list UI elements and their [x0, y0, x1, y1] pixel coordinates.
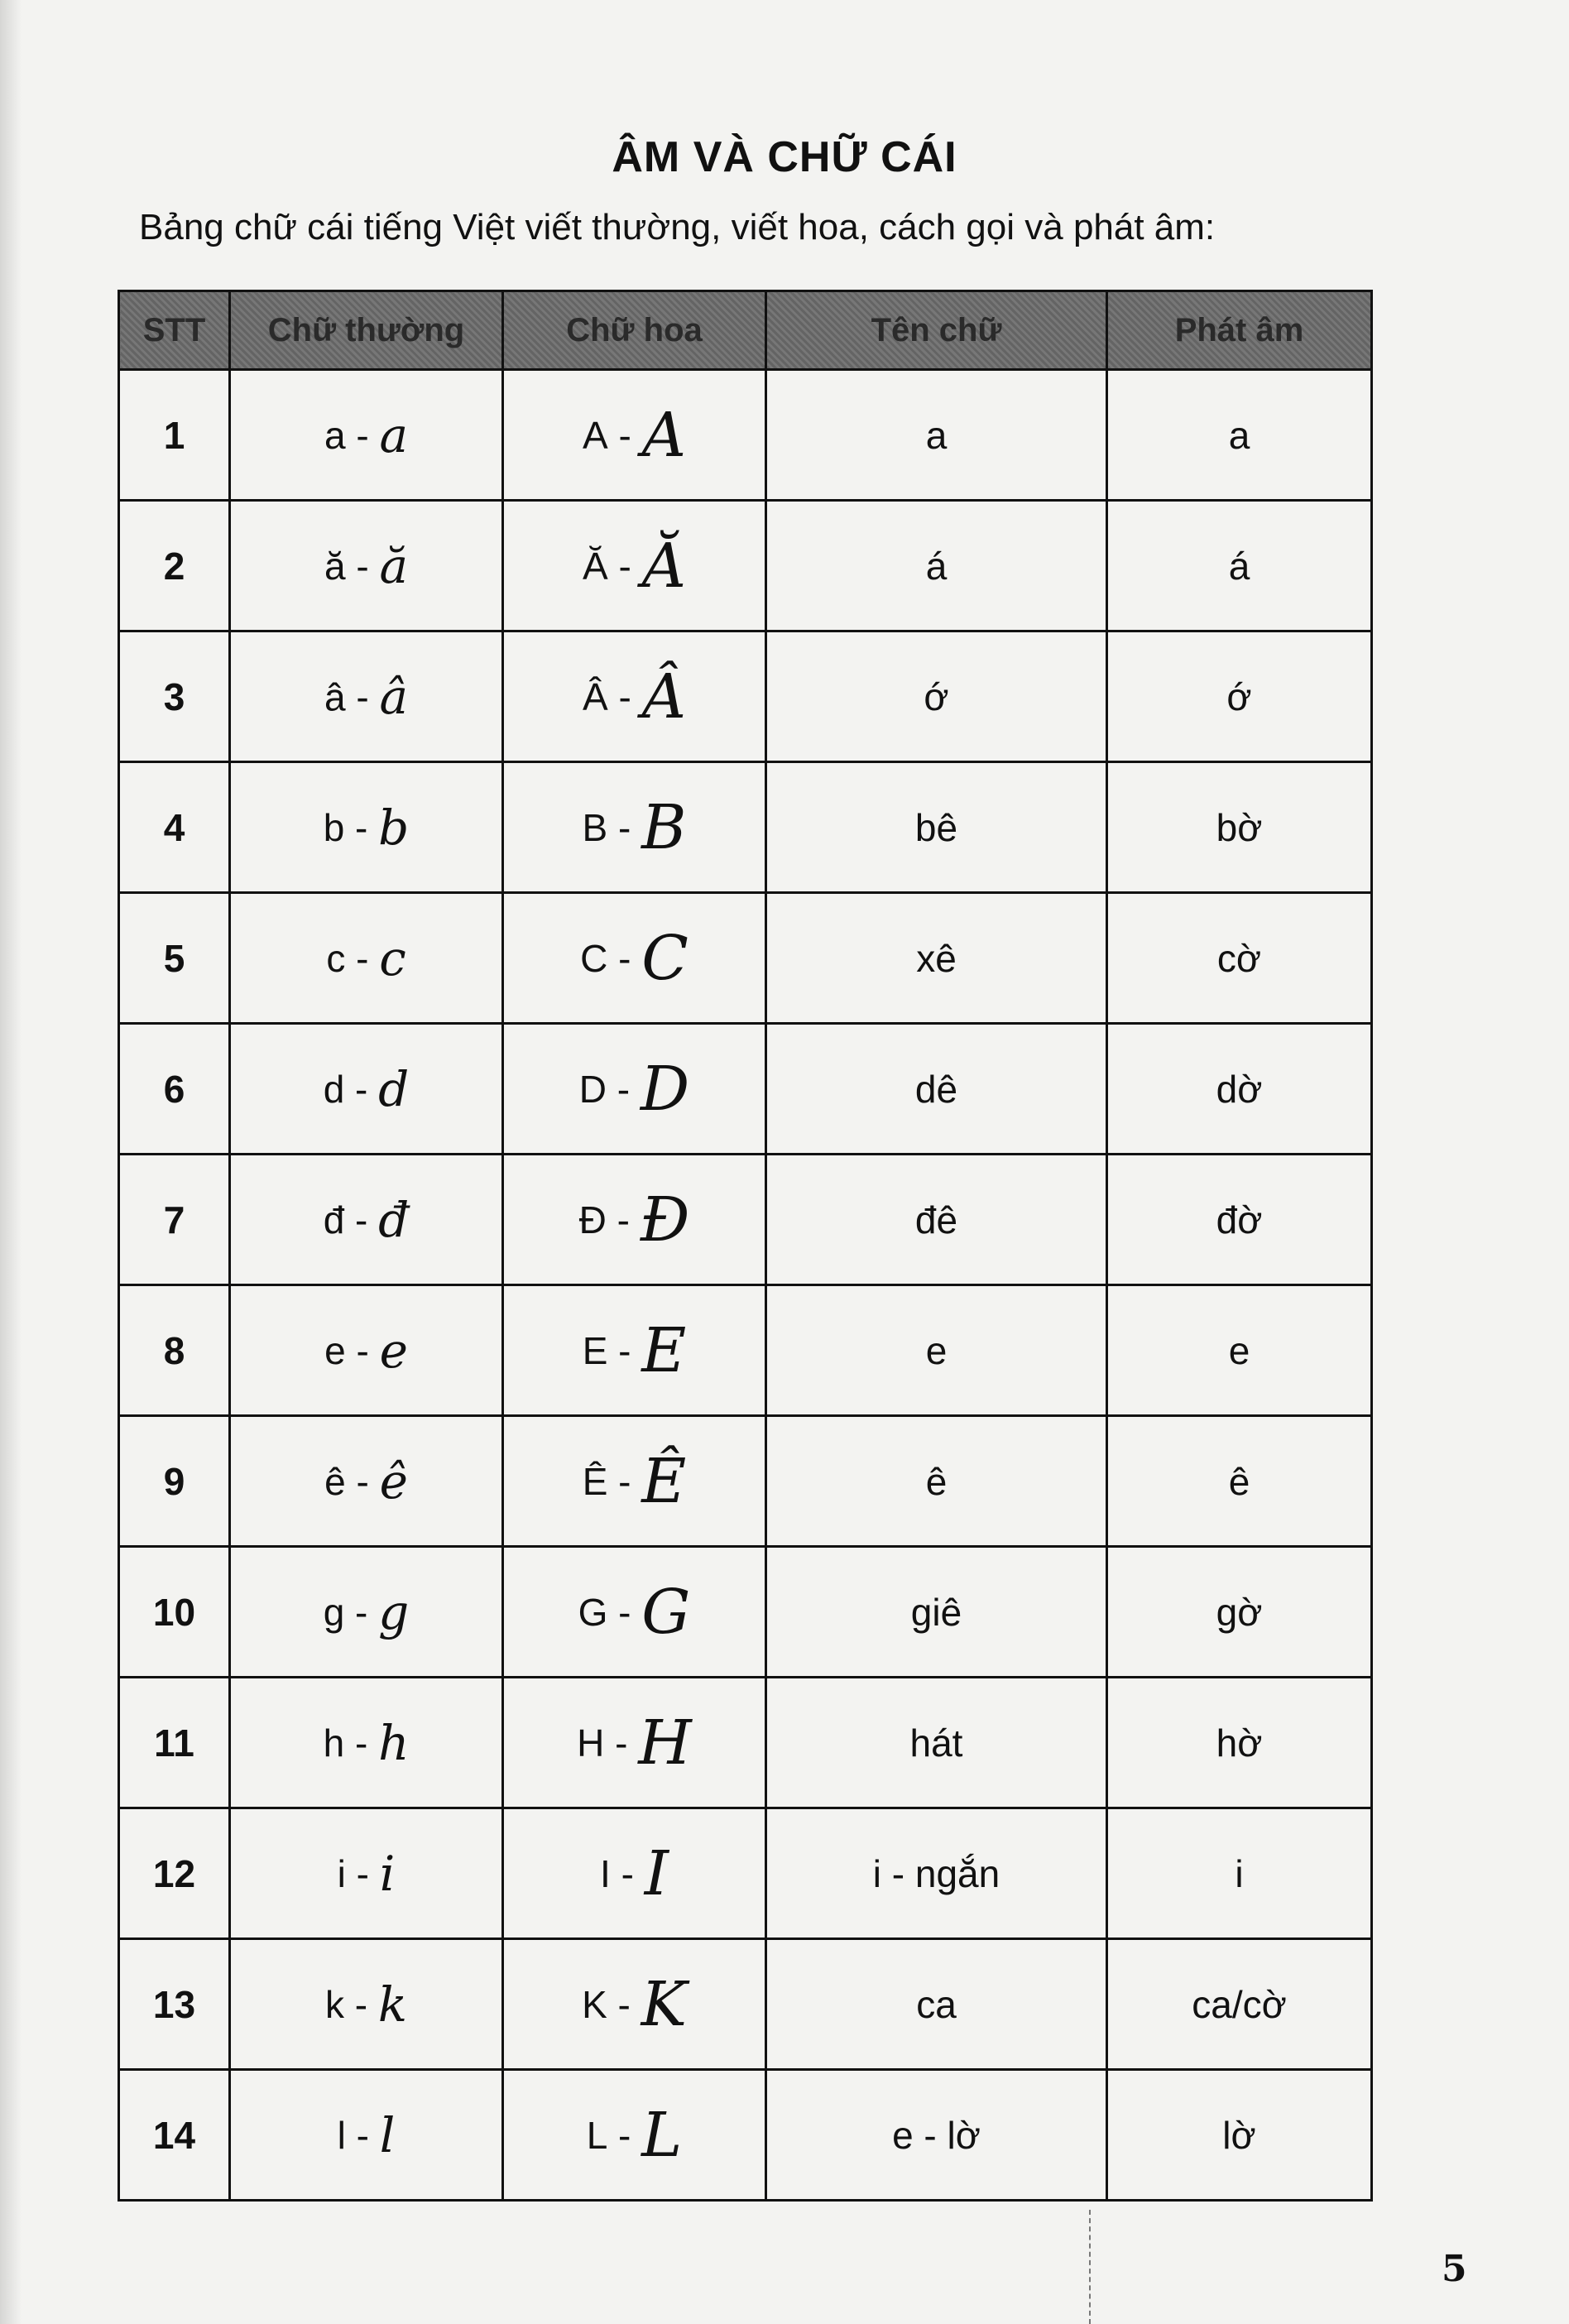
letter-separator: -	[607, 413, 642, 457]
letter-separator: -	[607, 1459, 642, 1503]
print-letter: l	[337, 2113, 346, 2157]
script-letter: H	[638, 1707, 692, 1779]
header-stt: STT	[119, 291, 230, 370]
cell-letter-name: i - ngắn	[766, 1808, 1107, 1939]
cell-lowercase-pair	[324, 1061, 410, 1117]
table-row	[119, 1285, 1372, 1416]
letter-separator: -	[607, 1590, 642, 1634]
cell-stt: 9	[119, 1416, 230, 1547]
print-letter: Đ	[578, 1198, 607, 1241]
print-letter: â	[324, 675, 346, 718]
print-letter: g	[323, 1590, 345, 1634]
table-row	[119, 501, 1372, 631]
script-letter: a	[379, 406, 409, 463]
cell-lowercase-pair	[325, 1976, 407, 2033]
cell-stt: 4	[119, 762, 230, 893]
script-letter: Â	[641, 660, 687, 732]
cell-stt: 5	[119, 893, 230, 1024]
cell-uppercase-pair	[583, 400, 686, 471]
script-letter: D	[640, 1053, 690, 1125]
table-row	[119, 1808, 1372, 1939]
print-letter: a	[324, 413, 346, 457]
print-letter: Ê	[582, 1459, 608, 1503]
cell-letter-name: hát	[766, 1678, 1107, 1808]
cell-uppercase	[503, 631, 766, 762]
cell-uppercase-pair	[587, 2100, 683, 2171]
cell-pronunciation: e	[1107, 1285, 1372, 1416]
print-letter: C	[580, 936, 608, 980]
print-letter: G	[578, 1590, 608, 1634]
script-letter: Đ	[640, 1184, 690, 1256]
letter-separator: -	[345, 1851, 380, 1895]
cell-uppercase	[503, 1024, 766, 1155]
script-letter: k	[377, 1976, 408, 2033]
cell-stt: 3	[119, 631, 230, 762]
page-subtitle: Bảng chữ cái tiếng Việt viết thường, viết hoa, cách gọi và phát âm:	[139, 207, 1216, 247]
script-letter: E	[641, 1314, 687, 1386]
alphabet-table	[118, 290, 1373, 2202]
print-letter: b	[323, 805, 345, 849]
cell-letter-name: xê	[766, 893, 1107, 1024]
print-letter: d	[323, 1067, 345, 1111]
print-letter: Ă	[582, 544, 608, 588]
cell-letter-name: giê	[766, 1547, 1107, 1678]
script-letter: ă	[379, 537, 409, 594]
cell-uppercase-pair	[583, 1446, 687, 1517]
cell-lowercase-pair	[324, 1192, 410, 1248]
print-letter: L	[586, 2113, 608, 2157]
header-lowercase: Chữ thường	[230, 291, 503, 370]
cell-pronunciation: i	[1107, 1808, 1372, 1939]
cell-pronunciation: cờ	[1107, 893, 1372, 1024]
cell-lowercase	[230, 501, 503, 631]
letter-separator: -	[345, 675, 380, 718]
script-letter: A	[641, 399, 687, 471]
print-letter: đ	[323, 1198, 345, 1241]
cell-lowercase	[230, 1547, 503, 1678]
cell-lowercase	[230, 1939, 503, 2070]
letter-separator: -	[604, 1721, 639, 1765]
letter-separator: -	[610, 1851, 645, 1895]
header-letter-name: Tên chữ	[766, 291, 1107, 370]
table-body	[119, 370, 1372, 2201]
cell-letter-name: dê	[766, 1024, 1107, 1155]
letter-separator: -	[344, 1721, 379, 1765]
cell-uppercase-pair	[583, 1315, 687, 1386]
cell-letter-name: ê	[766, 1416, 1107, 1547]
cell-lowercase	[230, 1285, 503, 1416]
script-letter: â	[379, 668, 409, 725]
letter-separator: -	[345, 1328, 380, 1372]
letter-separator: -	[607, 544, 642, 588]
script-letter: Ê	[641, 1445, 687, 1517]
letter-separator: -	[607, 1328, 642, 1372]
cell-uppercase	[503, 1678, 766, 1808]
letter-separator: -	[343, 1982, 378, 2026]
table-row	[119, 1939, 1372, 2070]
cell-stt: 11	[119, 1678, 230, 1808]
cell-uppercase	[503, 1416, 766, 1547]
table-row	[119, 762, 1372, 893]
cell-uppercase-pair	[580, 923, 689, 994]
script-letter: đ	[378, 1191, 410, 1248]
cell-stt: 12	[119, 1808, 230, 1939]
table-row	[119, 1416, 1372, 1547]
header-pronunciation: Phát âm	[1107, 291, 1372, 370]
print-letter: k	[324, 1982, 344, 2026]
cell-lowercase-pair	[338, 2107, 396, 2163]
page-edge-shadow	[0, 0, 22, 2324]
script-letter: h	[378, 1714, 410, 1771]
cell-uppercase-pair	[578, 1577, 691, 1648]
cell-uppercase-pair	[579, 1184, 690, 1256]
cell-uppercase-pair	[583, 792, 687, 863]
cell-stt: 13	[119, 1939, 230, 2070]
page-number: 5	[1442, 2248, 1467, 2290]
cell-lowercase-pair	[324, 407, 408, 463]
table-row	[119, 370, 1372, 501]
letter-separator: -	[344, 805, 379, 849]
print-letter: e	[324, 1328, 346, 1372]
print-letter: Â	[582, 675, 608, 718]
letter-separator: -	[345, 936, 380, 980]
cell-pronunciation: đờ	[1107, 1155, 1372, 1285]
cell-uppercase	[503, 1547, 766, 1678]
cell-uppercase	[503, 501, 766, 631]
letter-separator: -	[345, 544, 380, 588]
cell-stt: 14	[119, 2070, 230, 2201]
letter-separator: -	[344, 1067, 379, 1111]
print-letter: E	[582, 1328, 608, 1372]
cell-letter-name: đê	[766, 1155, 1107, 1285]
table-row	[119, 1024, 1372, 1155]
table-row	[119, 631, 1372, 762]
cell-lowercase	[230, 2070, 503, 2201]
print-letter: D	[578, 1067, 607, 1111]
cell-pronunciation: ca/cờ	[1107, 1939, 1372, 2070]
cell-letter-name: bê	[766, 762, 1107, 893]
cell-letter-name: ớ	[766, 631, 1107, 762]
letter-separator: -	[344, 1198, 379, 1241]
print-letter: c	[326, 936, 346, 980]
cell-uppercase	[503, 370, 766, 501]
letter-separator: -	[607, 936, 642, 980]
letter-separator: -	[345, 413, 380, 457]
script-letter: B	[641, 791, 687, 863]
letter-separator: -	[345, 2113, 380, 2157]
cell-lowercase	[230, 1155, 503, 1285]
cell-stt: 10	[119, 1547, 230, 1678]
print-letter: K	[582, 1982, 607, 2026]
cell-stt: 2	[119, 501, 230, 631]
cell-lowercase	[230, 762, 503, 893]
cell-letter-name: e - lờ	[766, 2070, 1107, 2201]
cell-pronunciation: a	[1107, 370, 1372, 501]
table-row	[119, 1678, 1372, 1808]
fold-line	[1089, 2210, 1091, 2324]
cell-lowercase-pair	[338, 1846, 396, 1902]
script-letter: C	[641, 922, 689, 994]
letter-separator: -	[607, 1982, 641, 2026]
cell-letter-name: a	[766, 370, 1107, 501]
script-letter: d	[378, 1060, 410, 1117]
table-row	[119, 1155, 1372, 1285]
cell-pronunciation: gờ	[1107, 1547, 1372, 1678]
cell-pronunciation: ê	[1107, 1416, 1372, 1547]
cell-pronunciation: hờ	[1107, 1678, 1372, 1808]
cell-stt: 7	[119, 1155, 230, 1285]
cell-lowercase-pair	[324, 669, 408, 725]
print-letter: ê	[324, 1459, 346, 1503]
cell-lowercase	[230, 1808, 503, 1939]
print-letter: h	[323, 1721, 345, 1765]
script-letter: l	[379, 2106, 396, 2163]
cell-pronunciation: dờ	[1107, 1024, 1372, 1155]
cell-letter-name: e	[766, 1285, 1107, 1416]
cell-lowercase-pair	[324, 1715, 410, 1771]
cell-uppercase	[503, 762, 766, 893]
script-letter: b	[378, 799, 410, 856]
cell-lowercase	[230, 631, 503, 762]
print-letter: B	[582, 805, 608, 849]
letter-separator: -	[606, 1198, 641, 1241]
cell-uppercase-pair	[579, 1054, 689, 1125]
cell-lowercase-pair	[326, 930, 405, 987]
cell-lowercase	[230, 1416, 503, 1547]
cell-lowercase	[230, 1678, 503, 1808]
cell-uppercase	[503, 1939, 766, 2070]
cell-stt: 1	[119, 370, 230, 501]
page-title: ÂM VÀ CHỮ CÁI	[612, 133, 957, 181]
cell-pronunciation: ớ	[1107, 631, 1372, 762]
cell-letter-name: ca	[766, 1939, 1107, 2070]
cell-uppercase	[503, 1285, 766, 1416]
letter-separator: -	[607, 2113, 642, 2157]
cell-lowercase	[230, 1024, 503, 1155]
cell-uppercase-pair	[600, 1838, 669, 1909]
print-letter: i	[337, 1851, 346, 1895]
header-uppercase: Chữ hoa	[503, 291, 766, 370]
script-letter: g	[378, 1583, 410, 1640]
script-letter: i	[379, 1845, 396, 1902]
cell-letter-name: á	[766, 501, 1107, 631]
cell-uppercase-pair	[583, 661, 686, 732]
cell-lowercase-pair	[324, 1584, 410, 1640]
cell-lowercase-pair	[324, 1323, 408, 1379]
letter-separator: -	[607, 675, 642, 718]
script-letter: e	[379, 1322, 408, 1379]
table-row	[119, 2070, 1372, 2201]
cell-uppercase	[503, 893, 766, 1024]
cell-pronunciation: bờ	[1107, 762, 1372, 893]
table-header-row	[119, 291, 1372, 370]
table-row	[119, 1547, 1372, 1678]
letter-separator: -	[607, 1067, 641, 1111]
script-letter: K	[641, 1968, 687, 2040]
letter-separator: -	[607, 805, 642, 849]
cell-stt: 6	[119, 1024, 230, 1155]
cell-uppercase-pair	[582, 1969, 687, 2040]
cell-uppercase	[503, 1808, 766, 1939]
cell-uppercase	[503, 1155, 766, 1285]
script-letter: Ă	[641, 530, 687, 602]
script-letter: ê	[379, 1452, 408, 1510]
script-letter: G	[641, 1576, 691, 1648]
cell-stt: 8	[119, 1285, 230, 1416]
cell-uppercase-pair	[577, 1707, 692, 1779]
cell-lowercase-pair	[324, 799, 410, 856]
letter-separator: -	[345, 1459, 380, 1503]
script-letter: I	[644, 1837, 669, 1909]
cell-lowercase	[230, 893, 503, 1024]
cell-pronunciation: lờ	[1107, 2070, 1372, 2201]
cell-lowercase	[230, 370, 503, 501]
print-letter: H	[577, 1721, 605, 1765]
cell-pronunciation: á	[1107, 501, 1372, 631]
letter-separator: -	[344, 1590, 379, 1634]
cell-lowercase-pair	[324, 1453, 408, 1510]
print-letter: I	[600, 1851, 611, 1895]
script-letter: c	[379, 929, 406, 987]
cell-lowercase-pair	[324, 538, 408, 594]
cell-uppercase-pair	[583, 531, 686, 602]
print-letter: A	[582, 413, 608, 457]
table-row	[119, 893, 1372, 1024]
print-letter: ă	[324, 544, 346, 588]
cell-uppercase	[503, 2070, 766, 2201]
script-letter: L	[641, 2099, 683, 2171]
